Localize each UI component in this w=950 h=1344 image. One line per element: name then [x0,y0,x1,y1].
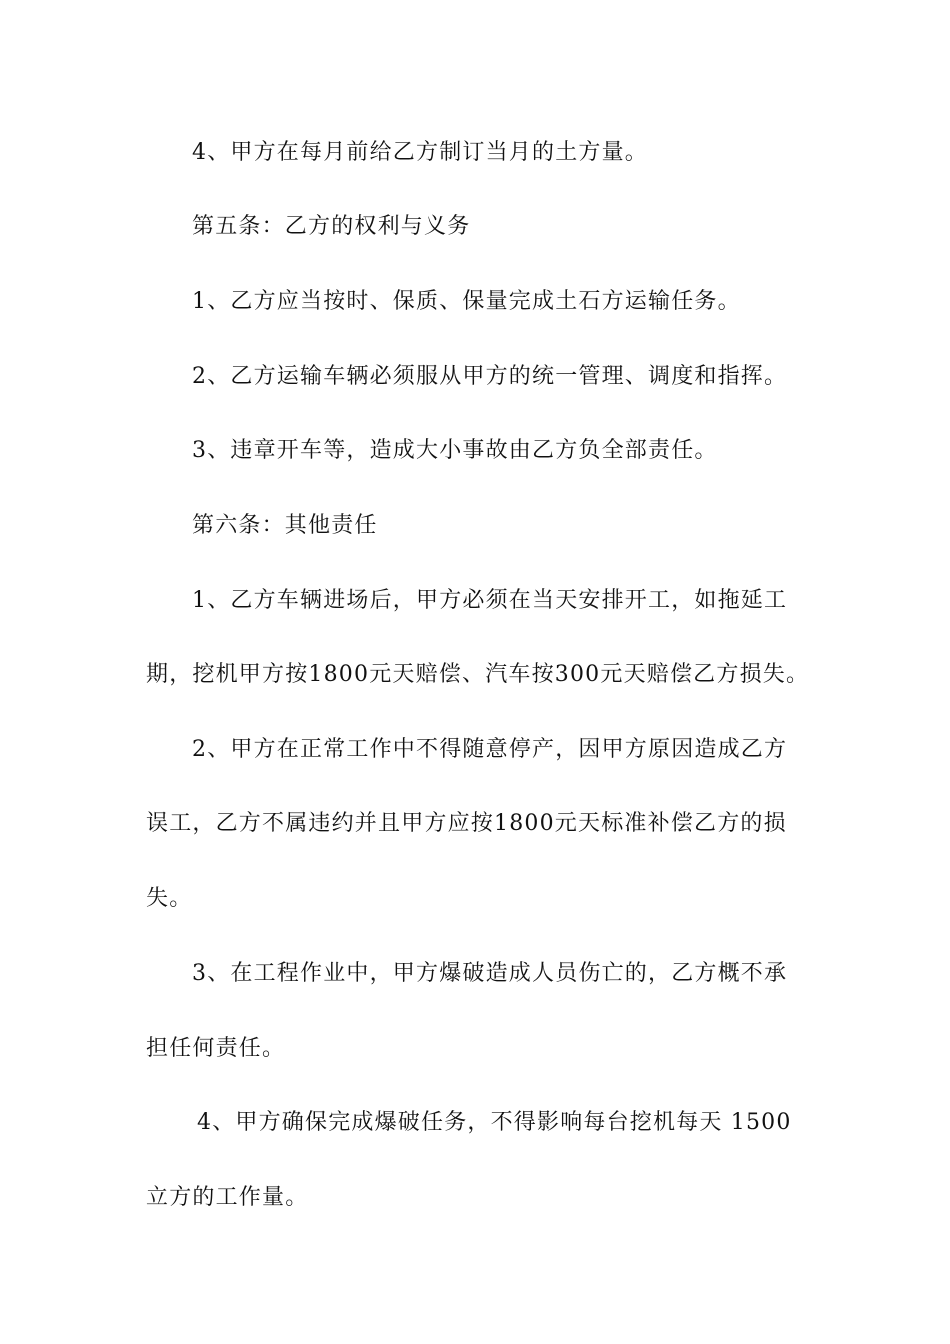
clause-1-other-line-2: 期，挖机甲方按1800元天赔偿、汽车按300元天赔偿乙方损失。 [146,662,810,687]
clause-2-second-party: 2、乙方运输车辆必须服从甲方的统一管理、调度和指挥。 [192,364,788,389]
clause-4-first-party: 4、甲方在每月前给乙方制订当月的土方量。 [192,140,648,165]
clause-2-other-line-3: 失。 [146,886,193,911]
article-5-heading: 第五条：乙方的权利与义务 [192,214,471,239]
clause-3-second-party: 3、违章开车等，造成大小事故由乙方负全部责任。 [192,438,718,463]
clause-2-other-line-2: 误工，乙方不属违约并且甲方应按1800元天标准补偿乙方的损 [146,811,787,836]
clause-2-other-line-1: 2、甲方在正常工作中不得随意停产，因甲方原因造成乙方 [192,737,788,762]
clause-3-other-line-2: 担任何责任。 [146,1036,286,1061]
clause-1-other-line-1: 1、乙方车辆进场后，甲方必须在当天安排开工，如拖延工 [192,588,788,613]
article-6-heading: 第六条：其他责任 [192,513,378,538]
clause-3-other-line-1: 3、在工程作业中，甲方爆破造成人员伤亡的，乙方概不承 [192,961,788,986]
clause-4-other-line-1: 4、甲方确保完成爆破任务，不得影响每台挖机每天 1500 [197,1110,792,1135]
clause-1-second-party: 1、乙方应当按时、保质、保量完成土石方运输任务。 [192,289,741,314]
clause-4-other-line-2: 立方的工作量。 [146,1185,309,1210]
